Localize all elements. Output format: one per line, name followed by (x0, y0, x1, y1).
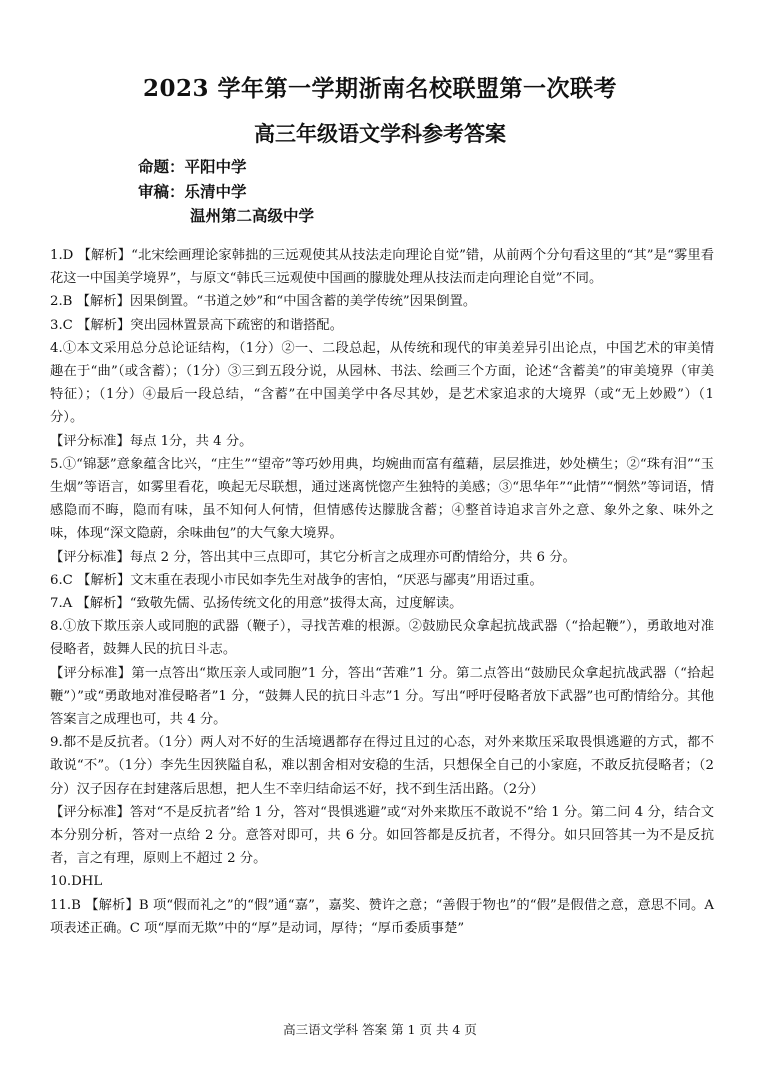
scoring-criteria-4: 【评分标准】每点 1分，共 4 分。 (50, 433, 253, 449)
answer-item-11: 11.B 【解析】B 项“假而礼之”的“假”通“嘉”，嘉奖、赞许之意；“善假于物也”的“假”是假借之意，意思不同。A 项表述正确。C 项“厚而无欺”中的“厚”是动词，厚待；“厚币委质事楚” (50, 897, 714, 936)
reviewer-line: 审稿：乐清中学 (138, 182, 247, 201)
answer-item-4: 4.①本文采用总分总论证结构，（1分）②一、二段总起，从传统和现代的审美差异引出论点，中国艺术的审美情趣在于“曲”（或含蓄）；（1分）③三到五段分说，从园林、书法、绘画三个方面，论述“含蓄美”的审美境界（审美特征）；（1分）④最后一段总结，“含蓄”在中国美学中各尽其妙，是艺术家追求的大境界（或“无上妙殿”）（1分）。 (50, 340, 714, 426)
answer-item-5: 5.①“锦瑟”意象蕴含比兴，“庄生”“望帝”等巧妙用典，均婉曲而富有蕴藉，层层推进，妙处横生；②“珠有泪”“玉生烟”等语言，如雾里看花，唤起无尽联想，通过迷离恍惚产生独特的美感；③“思华年”“此情”“惘然”等词语，情感隐而不晦，隐而有味，虽不知何人何情，但情感传达朦胧含蓄；④整首诗追求言外之意、象外之象、味外之味，体现“深文隐蔚，余味曲包”的大气象大境界。 (50, 456, 714, 542)
document-title: 2023 学年第一学期浙南名校联盟第一次联考 (142, 75, 618, 102)
answer-item-6: 6.C 【解析】文末重在表现小市民如李先生对战争的害怕，“厌恶与鄙夷”用语过重。 (50, 572, 543, 588)
proposer-line: 命题：平阳中学 (138, 157, 247, 176)
scoring-criteria-8: 【评分标准】第一点答出“欺压亲人或同胞”1 分，答出“苦难”1 分。第二点答出“鼓励民众拿起抗战武器（“拾起鞭”）”或“勇敢地对准侵略者”1 分，“鼓舞人民的抗日斗志”1 分。写出“呼吁侵略者放下武器”也可酌情给分。其他答案言之成理也可，共 4 分。 (50, 665, 714, 728)
answer-item-1: 1.D 【解析】“北宋绘画理论家韩拙的三远观使其从技法走向理论自觉”错，从前两个分句看这里的“其”是“雾里看花这一中国美学境界”，与原文“韩氏三远观使中国画的朦胧处理从技法而走向理论自觉”不同。 (50, 248, 714, 287)
scoring-criteria-5: 【评分标准】每点 2 分，答出其中三点即可，其它分析言之成理亦可酌情给分，共 6 分。 (50, 549, 576, 565)
answer-item-10: 10.DHL (50, 874, 103, 890)
answer-item-2: 2.B 【解析】因果倒置。“书道之妙”和“中国含蓄的美学传统”因果倒置。 (50, 294, 477, 310)
answer-item-8: 8.①放下欺压亲人或同胞的武器（鞭子），寻找苦难的根源。②鼓励民众拿起抗战武器（“拾起鞭”），勇敢地对准侵略者，鼓舞人民的抗日斗志。 (50, 619, 714, 658)
answer-item-7: 7.A 【解析】“致敬先儒、弘扬传统文化的用意”拔得太高，过度解读。 (50, 596, 463, 612)
document-subtitle: 高三年级语文学科参考答案 (254, 121, 506, 146)
answer-list (50, 244, 714, 940)
scoring-criteria-9: 【评分标准】答对“不是反抗者”给 1 分，答对“畏惧逃避”或“对外来欺压不敢说不”给 1 分。第二问 4 分，结合文本分别分析，答对一点给 2 分。意答对即可，共 6 分。如回答都是反抗者，不得分。如只回答其一为不是反抗者，言之有理，原则上不超过 2 分。 (50, 804, 714, 867)
answer-item-3: 3.C 【解析】突出园林置景高下疏密的和谐搭配。 (50, 317, 344, 333)
answer-item-9: 9.都不是反抗者。（1分）两人对不好的生活境遇都存在得过且过的心态，对外来欺压采取畏惧逃避的方式，都不敢说“不”。（1分）李先生因狭隘自私，难以割舍相对安稳的生活，只想保全自己的小家庭，不敢反抗侵略者；（2分）汉子因存在封建落后思想，把人生不幸归结命运不好，找不到生活出路。（2分） (50, 735, 714, 797)
reviewer-line-2: 温州第二高级中学 (190, 206, 315, 225)
page-footer: 高三语文学科 答案 第 1 页 共 4 页 (283, 1022, 477, 1037)
